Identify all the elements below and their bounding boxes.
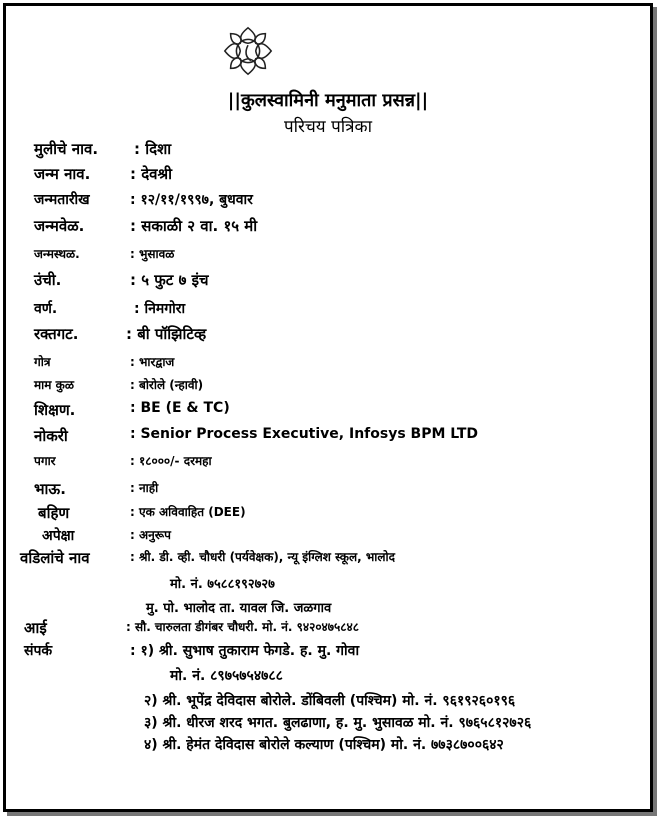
field-value: : सौ. चारुलता डीगंबर चौधरी. मो. नं. ९४२०४७५८४८ bbox=[126, 620, 359, 634]
field-value: : श्री. डी. व्ही. चौधरी (पर्यवेक्षक), न्यू इंग्लिश स्कूल, भालोद bbox=[130, 550, 395, 564]
field-value: : बी पॉझिटिव्ह bbox=[126, 325, 207, 343]
biodata-page bbox=[3, 3, 653, 812]
page-subtitle: परिचय पत्रिका bbox=[284, 117, 372, 137]
field-label: नोकरी bbox=[34, 427, 68, 445]
field-label: रक्तगट. bbox=[34, 325, 79, 343]
contact-line: मो. नं. ८९७५७५४७८८ bbox=[170, 668, 283, 684]
field-label: माम कुळ bbox=[34, 378, 74, 392]
contact-line: : १) श्री. सुभाष तुकाराम फेगडे. ह. मु. गोवा bbox=[130, 643, 360, 659]
page-title: ||कुलस्वामिनी मनुमाता प्रसन्न|| bbox=[227, 90, 429, 111]
field-value: : भुसावळ bbox=[130, 247, 175, 261]
contact-line: ३) श्री. धीरज शरद भगत. बुलढाणा, ह. मु. भुसावळ मो. नं. ९७६५८१२७२६ bbox=[144, 715, 532, 731]
field-label: संपर्क bbox=[24, 643, 53, 659]
field-value: : Senior Process Executive, Infosys BPM LTD bbox=[130, 426, 479, 442]
field-label: वडिलांचे नाव bbox=[20, 549, 90, 567]
field-value: : देवश्री bbox=[130, 165, 173, 183]
field-label: अपेक्षा bbox=[42, 528, 75, 544]
field-label: जन्मवेळ. bbox=[34, 217, 85, 235]
field-value: : अनुरूप bbox=[130, 528, 171, 542]
field-label: भाऊ. bbox=[34, 480, 66, 498]
field-label: पगार bbox=[34, 454, 56, 468]
field-label: जन्मस्थळ. bbox=[34, 247, 80, 261]
field-value: : BE (E & TC) bbox=[130, 400, 230, 416]
father-mobile: मो. नं. ७५८८१९२७२७ bbox=[170, 577, 275, 592]
contact-line: २) श्री. भूपेंद्र देविदास बोरोले. डोंबिवली (पश्चिम) मो. नं. ९६१९२६०१९६ bbox=[144, 693, 516, 709]
ganesha-icon bbox=[219, 22, 277, 80]
father-address: मु. पो. भालोद ता. यावल जि. जळगाव bbox=[146, 601, 332, 616]
field-value: : भारद्वाज bbox=[130, 355, 175, 369]
field-label: मुलीचे नाव. bbox=[34, 140, 99, 158]
field-label: जन्म नाव. bbox=[34, 165, 91, 183]
field-value: : १२/११/१९९७, बुधवार bbox=[130, 192, 253, 208]
field-value: : निमगोरा bbox=[134, 301, 186, 317]
field-value: : सकाळी २ वा. १५ मी bbox=[130, 217, 258, 235]
field-label: शिक्षण. bbox=[34, 401, 76, 419]
field-label: जन्मतारीख bbox=[34, 192, 90, 208]
field-value: : नाही bbox=[130, 481, 159, 495]
field-value: : एक अविवाहित (DEE) bbox=[130, 505, 246, 519]
field-label: उंची. bbox=[34, 271, 62, 289]
field-value: : १८०००/- दरमहा bbox=[130, 454, 212, 468]
contact-line: ४) श्री. हेमंत देविदास बोरोले कल्याण (पश्चिम) मो. नं. ७७३८७००६४२ bbox=[144, 737, 504, 753]
field-label: बहिण bbox=[38, 504, 70, 522]
field-value: : बोरोले (न्हावी) bbox=[130, 378, 204, 392]
field-value: : दिशा bbox=[134, 140, 172, 158]
field-label: आई bbox=[24, 619, 47, 637]
field-value: : ५ फुट ७ इंच bbox=[130, 271, 209, 289]
field-label: वर्ण. bbox=[34, 301, 58, 317]
field-label: गोत्र bbox=[34, 355, 51, 369]
